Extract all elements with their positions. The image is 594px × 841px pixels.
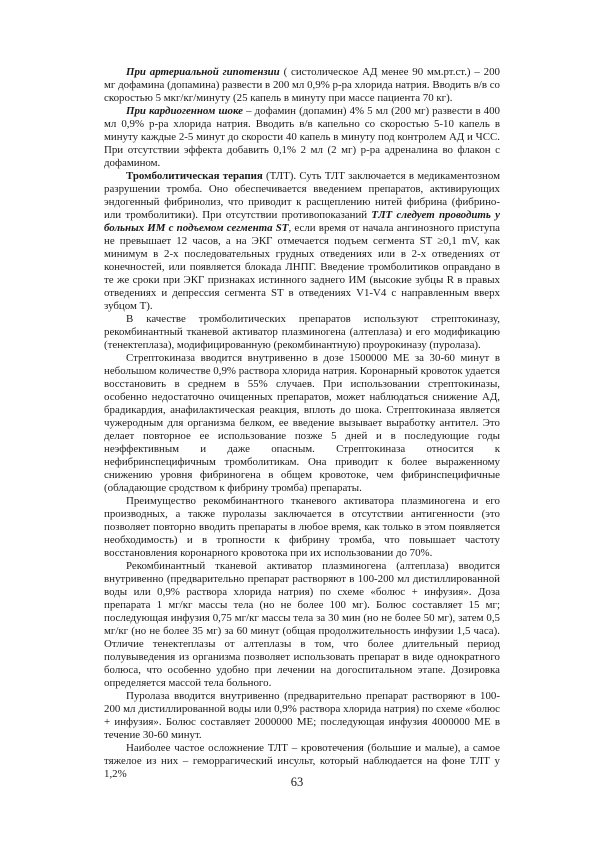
paragraph-recombinant-advantage: Преимущество рекомбинантного тканевого активатора плазминогена и его производных, а также пуролазы заключается в отсутствии антигенности (это позволяет повторно вводить препараты в любое время, как только в этом появляется необходимость) и в тропности к фибрину тромба, что повышает частоту восстановления коронарного кровотока при их использовании до 70%.	[104, 495, 500, 559]
term-cardiogenic-shock: При кардиогенном шоке	[126, 105, 243, 117]
paragraph-alteplase: Рекомбинантный тканевой активатор плазминогена (алтеплаза) вводится внутривенно (предварительно препарат растворяют в 100-200 мл дистиллированной воды или 0,9% раствора хлорида натрия) по схеме «болюс + инфузия». Доза препарата 1 мг/кг массы тела (но не более 100 мг). Болюс составляет 15 мг; последующая инфузия 0,75 мг/кг массы тела за 30 мин (но не более 50 мг), затем 0,5 мг/кг (но не более 35 мг) за 60 минут (общая продолжительность инфузии 1,5 часа). Отличие тенектеплазы от алтеплазы в том, что более длительный период полувыведения из организма позволяет использовать препарат в виде однократного болюса, что особенно удобно при лечении на догоспитальном этапе. Дозировка определяется массой тела больного.	[104, 560, 500, 689]
page-number: 63	[290, 775, 304, 789]
paragraph-arterial-hypotension: При артериальной гипотензии ( систолическое АД менее 90 мм.рт.ст.) – 200 мг дофамина (допамина) развести в 200 мл 0,9% р-ра хлорида натрия. Вводить в/в со скоростью 5 мкг/кг/минуту (25 капель в минуту при массе пациента 70 кг).	[104, 66, 500, 104]
paragraph-streptokinase: Стрептокиназа вводится внутривенно в дозе 1500000 МЕ за 30-60 минут в небольшом количестве 0,9% раствора хлорида натрия. Коронарный кровоток удается восстановить в среднем в 55% случаев. При использовании стрептокиназы, особенно недостаточно очищенных препаратов, может наблюдаться снижение АД, брадикардия, анафилактическая реакция, вплоть до шока. Стрептокиназа является чужеродным для организма белком, ее введение вызывает выработку антител. Это делает повторное ее использование позже 5 дней и в последующие годы неэффективным и даже опасным. Стрептокиназа относится к нефибринспецифичным тромболитикам. Она приводит к более выраженному снижению уровня фибриногена в общем кровотоке, чем фибринспецифичные (обладающие сродством к фибрину тромба) препараты.	[104, 352, 500, 494]
paragraph-cardiogenic-shock: При кардиогенном шоке – дофамин (допамин) 4% 5 мл (200 мг) развести в 400 мл 0,9% р-ра хлорида натрия. Вводить в/в капельно со скоростью 5-10 капель в минуту каждые 2-5 минут до скорости 40 капель в минуту под контролем АД и ЧСС. При отсутствии эффекта добавить 0,1% 2 мл (2 мг) р-ра адреналина во флакон с дофамином.	[104, 105, 500, 169]
paragraph-purolase: Пуролаза вводится внутривенно (предварительно препарат растворяют в 100-200 мл дистиллированной воды или 0,9% раствора хлорида натрия) по схеме «болюс + инфузия». Болюс составляет 2000000 МЕ; последующая инфузия 4000000 МЕ в течение 30-60 минут.	[104, 690, 500, 741]
term-arterial-hypotension: При артериальной гипотензии	[126, 66, 280, 78]
page-body	[104, 66, 500, 781]
emphasis-tlt-indication: ТЛТ следует проводить у больных ИМ с подъемом сегмента ST	[104, 209, 500, 234]
term-thrombolytic-therapy: Тромболитическая терапия	[126, 170, 263, 182]
paragraph-thrombolytic-therapy: Тромболитическая терапия (ТЛТ). Суть ТЛТ заключается в медикаментозном разрушении тромба. Оно обеспечивается введением препаратов, активирующих эндогенный фибринолиз, что приводит к расщеплению нитей фибрина (фибрино- или тромболитики). При отсутствии противопоказаний ТЛТ следует проводить у больных ИМ с подъемом сегмента ST, если время от начала ангинозного приступа не превышает 12 часов, а на ЭКГ отмечается подъем сегмента ST ≥0,1 mV, как минимум в 2-х последовательных грудных отведениях или в 2-х отведениях от конечностей, или появляется блокада ЛНПГ. Введение тромболитиков оправдано в те же сроки при ЭКГ признаках истинного заднего ИМ (высокие зубцы R в правых отведениях и депрессия сегмента ST в отведениях V1-V4 с направленным вверх зубцом T).	[104, 170, 500, 312]
paragraph-thrombolytic-drugs: В качестве тромболитических препаратов используют стрептокиназу, рекомбинантный тканевой активатор плазминогена (алтеплаза) и его модификацию (тенектеплаза), модифицированную (рекомбинантную) проурокиназу (пуролаза).	[104, 313, 500, 351]
paragraph-complications: Наиболее частое осложнение ТЛТ – кровотечения (большие и малые), а самое тяжелое из них – геморрагический инсульт, который наблюдается на фоне ТЛТ у 1,2%	[104, 742, 500, 780]
